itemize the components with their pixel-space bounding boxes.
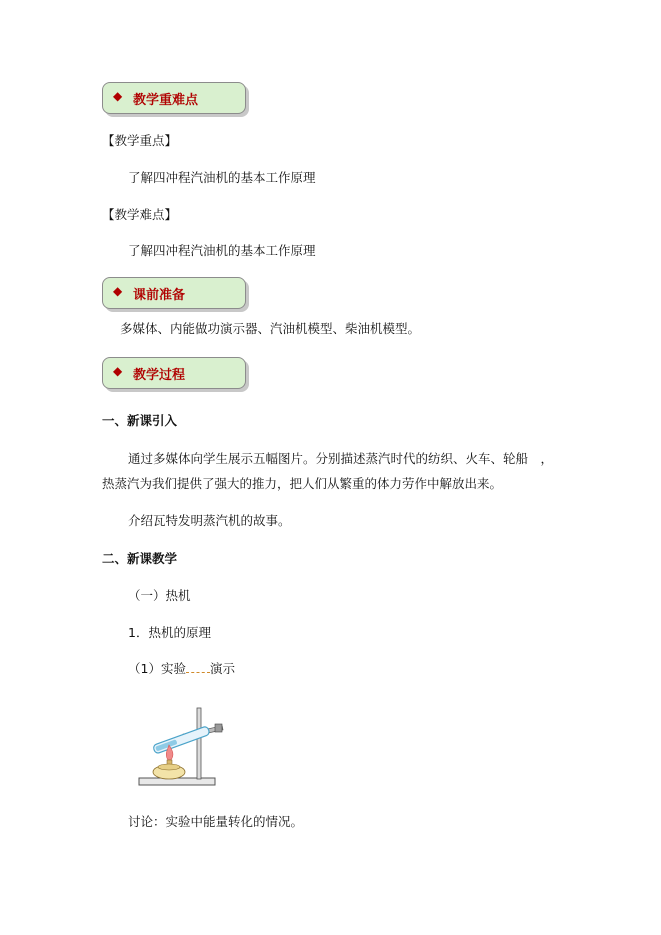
item1-title: 1．热机的原理 [128, 625, 211, 640]
focus-heading: 【教学重点】 [102, 133, 178, 148]
section-title: 课前准备 [133, 288, 186, 303]
section-key-points-box [102, 82, 246, 114]
experiment-line [128, 661, 235, 677]
diamond-icon: ◆ [113, 89, 123, 103]
section-title: 教学重难点 [133, 93, 199, 108]
difficulty-heading: 【教学难点】 [102, 207, 178, 222]
part2-title: 二、新课教学 [102, 551, 178, 566]
part1-line2: 热蒸汽为我们提供了强大的推力，把人们从繁重的体力劳作中解放出来。 [102, 476, 503, 491]
difficulty-text: 了解四冲程汽油机的基本工作原理 [128, 243, 316, 258]
focus-text: 了解四冲程汽油机的基本工作原理 [128, 170, 316, 185]
section-process-box [102, 357, 246, 389]
diamond-icon: ◆ [113, 364, 123, 378]
part1-line3: 介绍瓦特发明蒸汽机的故事。 [128, 513, 291, 528]
prep-text: 多媒体、内能做功演示器、汽油机模型、柴油机模型。 [120, 321, 421, 336]
experiment-prefix: （1）实验 [128, 661, 186, 676]
sub1-title: （一）热机 [128, 588, 191, 603]
experiment-suffix: 演示 [209, 661, 235, 676]
part1-line1: 通过多媒体向学生展示五幅图片。分别描述蒸汽时代的纺织、火车、轮船 ， [128, 451, 554, 466]
diamond-icon: ◆ [113, 284, 123, 298]
experiment-apparatus-image [135, 700, 235, 790]
blank-mark [186, 664, 210, 673]
section-preparation-box [102, 277, 246, 309]
discussion-text: 讨论：实验中能量转化的情况。 [128, 814, 304, 829]
part1-title: 一、新课引入 [102, 413, 178, 428]
section-title: 教学过程 [133, 368, 186, 383]
